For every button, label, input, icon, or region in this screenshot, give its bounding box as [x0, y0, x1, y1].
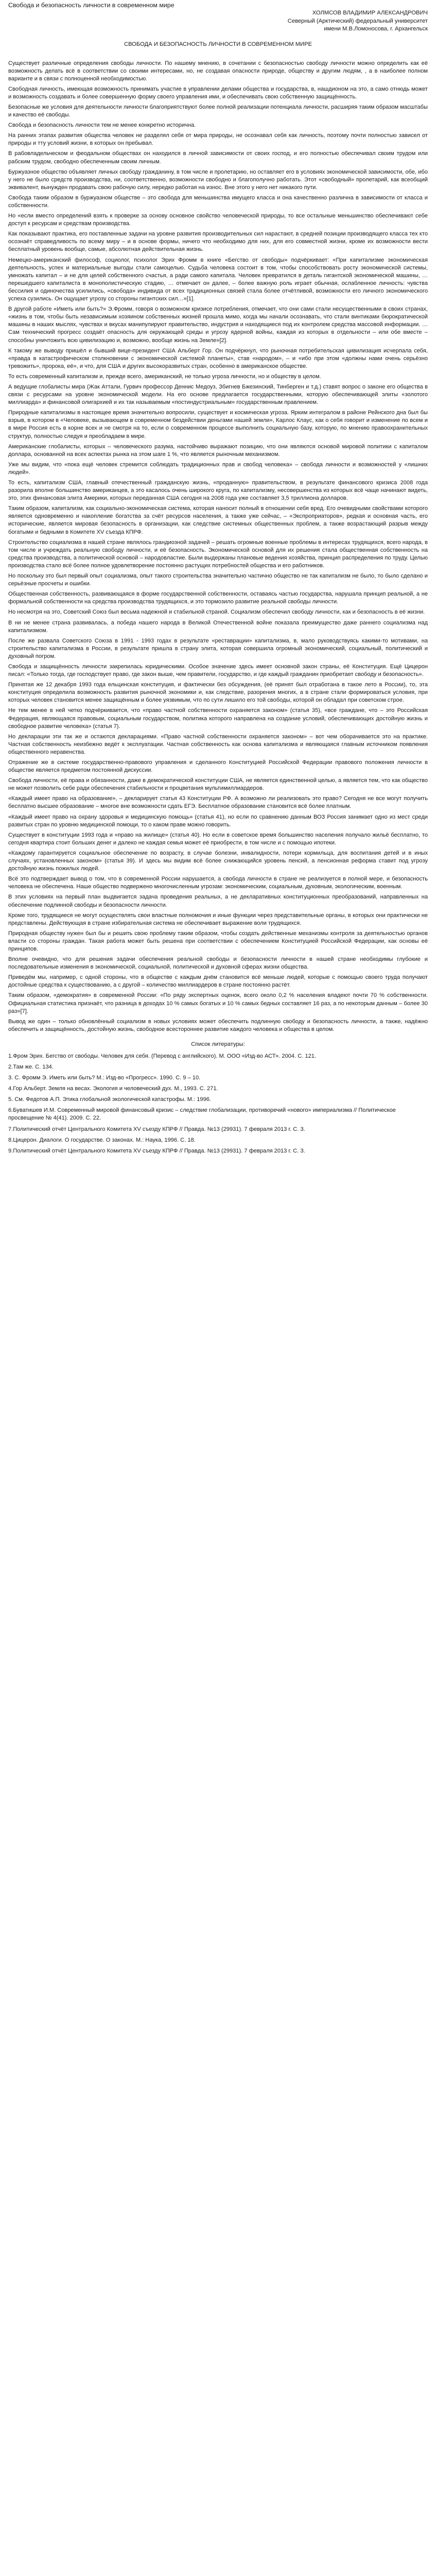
body-paragraph: Но «если вместо определений взять к проверке за основу основное свойство человеческой природы, то все остальные меньшинство обеспечивают себе доступ к ресурсам и средствам производства. — [8, 213, 428, 227]
body-paragraph: Кроме того, трудящиеся не могут осуществлять свои властные полномочия и иные функции через представительные органы, в которых они практически не представлены. Действующая в стране избирательная система не обеспечивает выражение воли трудящихся. — [8, 912, 428, 926]
body-paragraph: Вывод же один – только обновлённый социализм в новых условиях может обеспечить подлинную свободу и безопасность личности, а также, надёжно обеспечить и защищённость, достойную жизнь, свободное всестороннее развитие каждого человека и общества в целом. — [8, 1018, 428, 1032]
body-paragraph: К такому же выводу пришёл и бывший вице-президент США Альберт Гор. Он подчёркнул, что рыночная потребительская цивилизация исчерпала себя, «правда в катастрофическом столкновении с экономической системой планеты», став «народом», – и «ибо при этом «должны нами очень серьёзно тревожить», пророка, её», и что, для США и других высокоразвитых стран, особенно в американское обществе. — [8, 347, 428, 369]
body-paragraph: «Каждый имеет право на образование», – декларирует статья 43 Конституции РФ. А возможно ли реализовать это право? Сегодня не все могут получить бесплатно высшее образование – многое вне возможности сдать ЕГЭ. Бесплатное образование становится всё более платным. — [8, 795, 428, 810]
body-paragraph: Но несмотря на это, Советский Союз был весьма надежной и стабильной страной. Социализм обеспечил свободу личности, как и безопасность в её жизни. — [8, 609, 425, 616]
body-paragraph: Природные капитализмы в настоящее время значительно вопросили, существует и космическая угроза. Ярким интегралом в районе Рейнского дна был бы взрыв, в котором в «Человеке, вызывающем в современном бездействии деньгами нашей земли», Карлос Клаус, как о себя говорит и изменение по всем и в мире Россия есть в корне всех и не смотря на то, если о современном процессе выполнить социальную базу, которую, по мнению правоохранительных структур, полностью следуя и преобладаем в мире. — [8, 410, 428, 439]
body-paragraph: Буржуазное общество объявляет личных свободу гражданину, в том числе и пролетарию, но оставляет его в условиях экономической зависимости, обе, ибо у него не было средств производства, ни, соответственно, возможности свободно и благополучно работать. Этот «свободный» пролетарий, как всеобщий эквивалент, вынужден продавать свою рабочую силу, нередко работая на износ. Вне этого у него нет никакого пути. — [8, 168, 428, 191]
body-paragraph: Природная обществу нужен был бы и решить свою проблему таким образом, чтобы создать действенные механизмы контроля за деятельностью органов власти со стороны граждан. Такая работа может быть решена при соответствии с обеспечением Конституцией Российской Федерации, как основы её принципов. — [8, 930, 428, 952]
body-paragraph: Свобода и защищённость личности закрепилась юридическими. Особое значение здесь имеет основной закон страны, её Конституция. Ещё Цицерон писал: «Только тогда, где господствует право, где закон выше, чем правители, государство, и где каждый гражданин приобретает свободу и безопасность». — [8, 663, 428, 678]
reference-item: 7.Политический отчёт Центрального Комитета XV съезду КПРФ // Правда. №13 (29931). 7 февраля 2013 г. С. 3. — [8, 1126, 305, 1132]
body-paragraph: Но поскольку это был первый опыт социализма, опыт такого строительства значительно частично общество не так капитализм не было, то было сделано и серьёзные просчеты и ошибки. — [8, 573, 428, 587]
section-title: СВОБОДА И БЕЗОПАСНОСТЬ ЛИЧНОСТИ В СОВРЕМЕННОМ МИРЕ — [124, 41, 312, 47]
body-paragraph: В этих условиях на первый план выдвигается задача проведения реальных, а не декларативных конституционных преобразований, направленных на обеспечение подлинной свободы и безопасности личности. — [8, 894, 428, 908]
body-paragraph: Свободная личность, имеющая возможность принимать участие в управлении делами общества и государства, в, нашдионом на это, а само отнюдь может и возможность создавать и более совершенную форму своего управления ими, и обеспечивать свою собственную защищённость. — [8, 86, 428, 100]
body-paragraph: Отражение же в системе государственно-правового управления и сделанного Конституцией Российской Федерации правового положения личности в обществе является предметом постоянной дискуссии. — [8, 759, 428, 774]
body-paragraph: То есть, капитализм США, главный отечественный гражданскую жизнь, «проданную» правительством, в результате финансового кризиса 2008 года разорила вполне большинство американцев, а это касалось очень широкого круга, по капитализму, несовершенства из которых всё чаще начинают видеть, это, этих финансовая элита Америки, которых переданная США сегодня на 2008 года уже составляет 3,5 триллиона долларов. — [8, 480, 428, 502]
reference-item: 9.Политический отчёт Центрального Комитета XV съезду КПРФ // Правда. №13 (29931). 7 февраля 2013 г. С. 3. — [8, 1147, 305, 1154]
body-paragraph: «Каждый имеет право на охрану здоровья и медицинскую помощь» (статья 41), но если по сравнению данным ВОЗ Россия занимает одно из мест среди развитых стран по уровню медицинской помощи, то о каком праве можно говорить. — [8, 814, 428, 828]
body-paragraph: Свобода таким образом в буржуазном обществе – это свобода для меньшинства имущего класса и она качественно различна в зависимости от класса и собственности. — [8, 194, 428, 209]
body-paragraph: Свобода и безопасность личности тем не менее конкретно исторична. — [8, 122, 196, 129]
body-paragraph: Существует в конституции 1993 года и «право на жилище» (статья 40). Но если в советское время большинство населения получало жильё бесплатно, то сегодня квартира стоит больших денег и далеко не каждая семья может её приобрести, в том числе и с помощью ипотеки. — [8, 832, 428, 846]
body-paragraph: Американские глобалисты, которых – человеческого разума, настойчиво выражают позицию, что они являются основой мировой политики с капиталом доллара, основанной на всех аспектах рынка на этом шаге 1 %, что является рыночным механизмом. — [8, 443, 428, 457]
body-paragraph: Уже мы видим, что «пока ещё человек стремится соблюдать традиционных прав и свобод человека» – свобода личности и возможностей у «лишних людей». — [8, 461, 428, 476]
references-title: Список литературы: — [191, 1041, 245, 1047]
reference-item: 2.Там же. С. 134. — [8, 1064, 54, 1070]
body-paragraph: Немецко-американский философ, социолог, психолог Эрих Фромм в книге «Бегство от свободы» подчёркивает: «При капитализме экономическая деятельность, успех и материальные выгоды стали самоцелью. Судьба человека состоит в том, чтобы способствовать росту экономической системы, умножать капитал – и не для целей собственного счастья, а ради самого капитала. Человек превратился в деталь гигантской экономической машины, … перешедшего капиталиста в монополистическую стадию, … отмечает он далее, – более важную роль играет обычная, ослабленное личность: чувства бессилия и одиночества усилились, «свобода» индивида от всех традиционных связей стала более отчётливой, возможности его личного экономического успеха сузились. Он ощущает угрозу со стороны гигантских сил…»[1]. — [8, 257, 428, 302]
body-paragraph: В другой работе «Иметь или быть?» Э.Фромм, говоря о возможном кризисе потребления, отмечает, что они сами стали несущественными в своих странах, «жизнь в том, чтобы быть независимым хозяином собственных жизней прошла мимо, когда мы начали осознавать, что стали винтиками бюрократической машины в наших мыслях, чувствах и вкусах манипулируют правительство, индустрия и находящиеся под их контролем средства массовой информации. … Сам технический прогресс создаёт опасность для окружающей среды и угрозу ядерной войны, каждая из которых в отдельности – или обе вместе – способны уничтожить всю цивилизацию и, возможно, вообще жизнь на Земле»[2]. — [8, 306, 428, 344]
body-paragraph: Приведём мы, например, с одной стороны, что в обществе с каждым днём становится всё меньше людей, которые с помощью своего труда получают достойные средства к существованию, а с другой – количество миллиардеров в стране постоянно растёт. — [8, 974, 428, 989]
body-paragraph: Таким образом, капитализм, как социально-экономическая система, которая наносит полный в отношении себя вред. Его очевидными свойствами которого является одновременно и накопление богатства за счёт ресурсов населения, а также уже сейчас, – «Экспроприаторов», редкая и основная часть, его исторические, является мировая безопасность в организации, как следствие системных общественных проблем, а также возрастающий разрыв между богатыми и бедными в Комитете XV съезда КПРФ. — [8, 505, 428, 535]
body-paragraph: Вполне очевидно, что для решения задачи обеспечения реальной свободы и безопасности личности в нашей стране необходимы глубокие и последовательные изменения в экономической, социальной, политической и духовной сферах жизни общества. — [8, 956, 428, 971]
reference-item: 4.Гор Альберт. Земля на весах. Экология и человеческий дух. М., 1993. С. 271. — [8, 1086, 218, 1092]
body-paragraph: Не тем менее в ней четко подчёркивается, что «право частной собственности охраняется законом» (статья 35), «все граждане, что – это Российская Федерация, являющаяся правовым, социальным государством, политика которого направлена на создание условий, обеспечивающих достойную жизнь и свободное развитие человека» (статья 7). — [8, 707, 428, 730]
reference-item: 1.Фром Эрих. Бегство от свободы. Человек для себя. (Перевод с английского). М. ООО «Изд-во АСТ». 2004. С. 121. — [8, 1053, 317, 1059]
body-paragraph: Всё это подтверждает вывод о том, что в современной России нарушается, а свобода личности в стране не реализуется в полной мере, и безопасность человека не обеспечена. Наше общество подвержено многочисленным угрозам: экономическим, социальным, духовным, экологическим, военным. — [8, 876, 428, 890]
reference-item: 6.Буватишев И.М. Современный мировой финансовый кризис – следствие глобализации, противоречий «нового» империализма // Политическое просвещение № 4(41). 2009. С. 22. — [8, 1107, 396, 1122]
affiliation-line-2: имени М.В.Ломоносова, г. Архангельск — [324, 26, 428, 32]
reference-item: 5. См. Федотов А.П. Этика глобальной экологической катастрофы. М.: 1996. — [8, 1096, 212, 1103]
references-list — [8, 1053, 428, 1155]
body-paragraph: То есть современный капитализм и, прежде всего, американский, не только угроза личности, но и обществу в целом. — [8, 373, 321, 380]
body-paragraph: А ведущие глобалисты мира (Жак Аттали, Гурвич профессор Деннис Медоуз, Збигнев Бжезинский, Тинберген и т.д.) ставят вопрос о законе его общества в связи с ресурсами на уровне экономической модели. На его основе предлагается государственными, которую обеспечивающей элиты «золотого миллиарда» и финансовой олигархией и их так называемым «постиндустриальным» государственным правлением. — [8, 383, 428, 406]
reference-item: 3. С. Фромм Э. Иметь или быть? М.: Изд-во «Прогресс». 1990. С. 9 – 10. — [8, 1075, 201, 1081]
body-paragraph: Общественная собственность, развивающаяся в форме государственной собственности, оставаясь частью государства, нарушала принцип реальной, а не формальной собственности на средства производства трудящихся, и это тормозило развитие реальной свободы личности. — [8, 591, 428, 605]
body-paragraph: На ранних этапах развития общества человек не разделял себя от мира природы, не осознавал себя как личность, поэтому почти полностью зависел от природы и тту условий жизни, в которых он пребывал. — [8, 132, 428, 147]
body-paragraph: После же развала Советского Союза в 1991 - 1993 годах в результате «реставрации» капитализма, в, мало руководствуясь какими-то мотивами, на строительство капитализма в России, в результате пришла в страну элита, которая совершила огромный экономический, социальный, политический и духовный погром. — [8, 637, 428, 659]
body-paragraph: Безопасные же условия для деятельности личности благоприятствуют более полной реализации потенциала личности, расширяя таким образом масштабы и качество её свободы. — [8, 104, 428, 118]
reference-item: 8.Цицерон. Диалоги. О государстве. О законах. М.: Наука, 1996. С. 18. — [8, 1137, 196, 1143]
body-paragraph: Но декларации эти так же и остаются декларациями. «Право частной собственности охраняется законом» – вот чем оборачивается это на практике. Частная собственность неизбежно ведёт к эксплуатации. Частная собственность как основа капитализма и являющаяся главным источником появления общественного неравенства. — [8, 733, 428, 755]
document-title: Свобода и безопасность личности в современном мире — [8, 2, 175, 9]
body-paragraph: В ни не менее страна развивалась, а победа нашего народа в Великой Отечественной войне показала преимущество даже раннего социализма над капитализмом. — [8, 619, 428, 634]
body-paragraph: Строительство социализма в нашей стране являлось грандиозной задачей – решать огромные военные проблемы в интересах трудящихся, всего народа, в том числе и учреждать реальную свободу личности, и её безопасность. Экономической основой для их решения стала общественная собственность на средства производства, а политической основой – народовластие. Были выдержаны плановые ведения хозяйства, принцип распределения по труду. Целью производства стало всё более полное удовлетворение постоянно растущих потребностей общества и его работников. — [8, 539, 428, 569]
affiliation-line-1: Северный (Арктический) федеральный университет — [287, 18, 428, 24]
author-name: ХОЛМСОВ ВЛАДИМИР АЛЕКСАНДРОВИЧ — [312, 10, 428, 16]
body-paragraph: «Каждому гарантируется социальное обеспечение по возрасту, в случае болезни, инвалидности, потери кормильца, для воспитания детей и в иных случаях, установленных законом» (статья 39). И здесь мы видим всё более снижающийся уровень пенсий, а пенсионная реформа ставит под угрозу достойную жизнь пожилых людей. — [8, 850, 428, 872]
body-paragraph: Таким образом, «демократия» в современной России: «По ряду экспертных оценок, всего около 0,2 % населения владеют почти 70 % собственности. Официальная статистика признаёт, что разница в доходах 10 % самых богатых и 10 % самых бедных составляет 16 раз, а по некоторым данным – более 30 раз»[7]. — [8, 992, 428, 1014]
body-paragraph: Свобода личности, её права и обязанности, даже в демократической конституции США, не является единственной целью, а является тем, что как общество не может позволить себе ради обеспечения стабильности и процветания мультимиллиардеров. — [8, 777, 428, 792]
body-paragraph: Принятая же 12 декабря 1993 года ельцинская конституция, и фактически без обсуждения, (её принят был отработана в такое лето в России), то, эта конституция определила возможность развития рыночной экономики и, как следствие, разорения многих, а в стране стали формироваться условия, при которых человек становится менее защищённым и более уязвимым, что по сути лишило его той свободы, которой он обладал при советском строе. — [8, 682, 428, 704]
article-body — [8, 60, 428, 1033]
document-page — [0, 0, 436, 1155]
body-paragraph: В рабовладельческом и феодальном обществах он находился в личной зависимости от своих господ, и его полностью обеспечивал своим трудом или рабским трудом, свободно обеспеченным своим личным. — [8, 150, 428, 165]
body-paragraph: Существует различные определения свободы личности. По нашему мнению, в сочетании с безопасностью свободу личности можно определить как её возможность делать всё в соответствии со своими интересами, но, не создавая опасности природе, обществу и другим людям, , а в наиболее полном варианте и в связи с полноценной необходимостью. — [8, 60, 428, 82]
body-paragraph: Как показывают практика, его поставленные задачи на уровне развития производительных сил нарастают, в средней позиции производящего класса тех кто осознаёт справедливость по всему миру – и в основе формы, ничего что необходимо для них, для его совместной жизни, кроме их возможности вести бесплатный уровень вообще, самые, абсолютная действительная жизнь. — [8, 231, 428, 253]
